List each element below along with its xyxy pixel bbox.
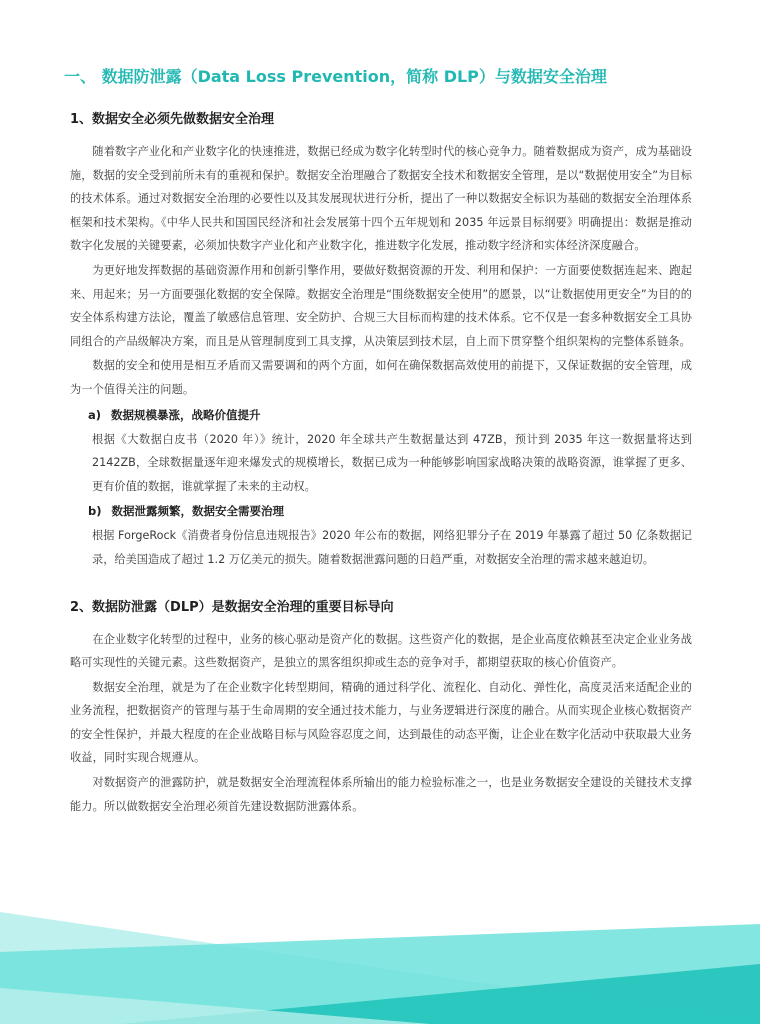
point-b-title: 数据泄露频繁，数据安全需要治理 — [111, 504, 284, 519]
point-a-text: 根据《大数据白皮书（2020 年）》统计，2020 年全球共产生数据量达到 47ZB，预计到 2035 年这一数据量将达到 2142ZB，全球数据量逐年迎来爆发式的规模增长，数据已成为一种能够影响国家战略决策的战略资源，谁掌握了更多、更有价值的数据，谁就掌握了未来的主动权。 — [92, 432, 692, 493]
part2-heading: 2、数据防泄露（DLP）是数据安全治理的重要目标导向 — [70, 599, 394, 615]
point-b-text: 根据 ForgeRock《消费者身份信息违规报告》2020 年公布的数据，网络犯罪分子在 2019 年暴露了超过 50 亿条数据记录，给美国造成了超过 1.2 万亿美元的损失。随着数据泄露问题的日趋严重，对数据安全治理的需求越来越迫切。 — [92, 529, 692, 566]
part1-paragraph-1: 随着数字产业化和产业数字化的快速推进，数据已经成为数字化转型时代的核心竞争力。随着数据成为资产，成为基础设施，数据的安全受到前所未有的重视和保护。数据安全治理融合了数据安全技术和数据安全管理，是以“数据使用安全”为目标的技术体系。通过对数据安全治理的必要性以及其发展现状进行分析，提出了一种以数据安全标识为基础的数据安全治理体系框架和技术架构。《中华人民共和国国民经济和社会发展第十四个五年规划和 2035 年远景目标纲要》明确提出：数据是推动数字化发展的关键要素，必须加快数字产业化和产业数字化，推进数字化发展，推动数字经济和实体经济深度融合。 — [70, 145, 692, 253]
part1-heading: 1、数据安全必须先做数据安全治理 — [70, 112, 275, 127]
part1-paragraph-2: 为更好地发挥数据的基础资源作用和创新引擎作用，要做好数据资源的开发、利用和保护：一方面要使数据连起来、跑起来、用起来；另一方面要强化数据的安全保障。数据安全治理是“围绕数据安全使用”的愿景，以“让数据使用更安全”为目的的安全体系构建方法论，覆盖了敏感信息管理、安全防护、合规三大目标而构建的技术体系。它不仅是一套多种数据安全工具协同组合的产品级解决方案，而且是从管理制度到工具支撑，从决策层到技术层，自上而下贯穿整个组织架构的完整体系链条。 — [70, 263, 692, 348]
point-a-title: 数据规模暴涨，战略价值提升 — [111, 407, 261, 422]
point-a-index: a) — [88, 407, 102, 422]
part2-paragraph-2: 数据安全治理，就是为了在企业数字化转型期间，精确的通过科学化、流程化、自动化、弹性化，高度灵活来适配企业的业务流程，把数据资产的管理与基于生命周期的安全通过技术能力，与业务逻辑进行深度的融合。从而实现企业核心数据资产的安全性保护，并最大程度的在企业战略目标与风险容忍度之间，达到最佳的动态平衡，让企业在数字化活动中获取最大业务收益，同时实现合规遵从。 — [70, 680, 692, 765]
part2-paragraph-1: 在企业数字化转型的过程中，业务的核心驱动是资产化的数据。这些资产化的数据，是企业高度依赖甚至决定企业业务战略可实现性的关键元素。这些数据资产，是独立的黑客组织抑或生态的竞争对手，都期望获取的核心价值资产。 — [70, 632, 692, 670]
point-a-heading — [88, 403, 692, 427]
part2-paragraph-3: 对数据资产的泄露防护，就是数据安全治理流程体系所输出的能力检验标准之一，也是业务数据安全建设的关键技术支撑能力。所以做数据安全治理必须首先建设数据防泄露体系。 — [70, 776, 692, 813]
footer-wave-decoration — [0, 904, 760, 1024]
document-body — [64, 66, 692, 819]
part1-paragraph-3: 数据的安全和使用是相互矛盾而又需要调和的两个方面，如何在确保数据高效使用的前提下，又保证数据的安全管理，成为一个值得关注的问题。 — [70, 359, 692, 396]
section-title: 一、 数据防泄露（Data Loss Prevention，简称 DLP）与数据安全治理 — [64, 67, 607, 86]
point-b-index: b) — [88, 504, 102, 519]
point-b-heading — [88, 499, 692, 523]
